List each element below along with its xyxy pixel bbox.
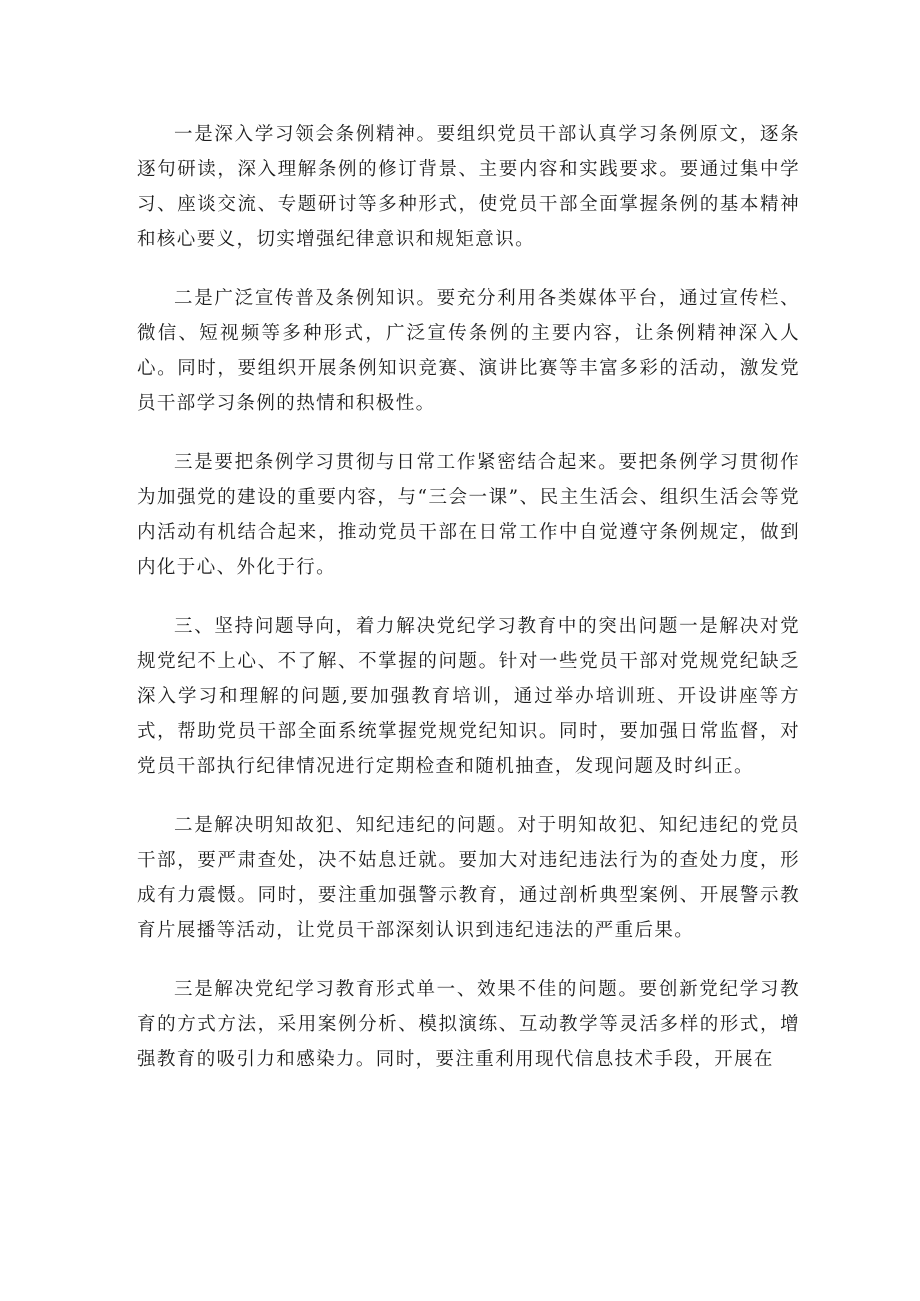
paragraph-knowing-violation: 二是解决明知故犯、知纪违纪的问题。对于明知故犯、知纪违纪的党员干部，要严肃查处，决不姑息迁就。要加大对违纪违法行为的查处力度，形成有力震慑。同时，要注重加强警示教育，通过剖析典型案例、开展警示教育片展播等活动，让党员干部深刻认识到违纪违法的严重后果。 [137, 815, 800, 941]
paragraph-single-form: 三是解决党纪学习教育形式单一、效果不佳的问题。要创新党纪学习教育的方式方法，采用案例分析、模拟演练、互动教学等灵活多样的形式，增强教育的吸引力和感染力。同时，要注重利用现代信息技术手段，开展在 [137, 979, 800, 1070]
document-body [137, 117, 800, 1101]
paragraph-study-spirit: 一是深入学习领会条例精神。要组织党员干部认真学习条例原文，逐条逐句研读，深入理解条例的修订背景、主要内容和实践要求。要通过集中学习、座谈交流、专题研讨等多种形式，使党员干部全面掌握条例的基本精神和核心要义，切实增强纪律意识和规矩意识。 [137, 124, 800, 250]
paragraph-problem-oriented: 三、坚持问题导向，着力解决党纪学习教育中的突出问题一是解决对党规党纪不上心、不了解、不掌握的问题。针对一些党员干部对党规党纪缺乏深入学习和理解的问题,要加强教育培训，通过举办培训班、开设讲座等方式，帮助党员干部全面系统掌握党规党纪知识。同时，要加强日常监督，对党员干部执行纪律情况进行定期检查和随机抽查，发现问题及时纠正。 [137, 616, 800, 777]
paragraph-publicize-knowledge: 二是广泛宣传普及条例知识。要充分利用各类媒体平台，通过宣传栏、微信、短视频等多种形式，广泛宣传条例的主要内容，让条例精神深入人心。同时，要组织开展条例知识竞赛、演讲比赛等丰富多彩的活动，激发党员干部学习条例的热情和积极性。 [137, 288, 800, 414]
paragraph-combine-daily-work: 三是要把条例学习贯彻与日常工作紧密结合起来。要把条例学习贯彻作为加强党的建设的重要内容，与“三会一课”、民主生活会、组织生活会等党内活动有机结合起来，推动党员干部在日常工作中自觉遵守条例规定，做到内化于心、外化于行。 [137, 452, 800, 578]
